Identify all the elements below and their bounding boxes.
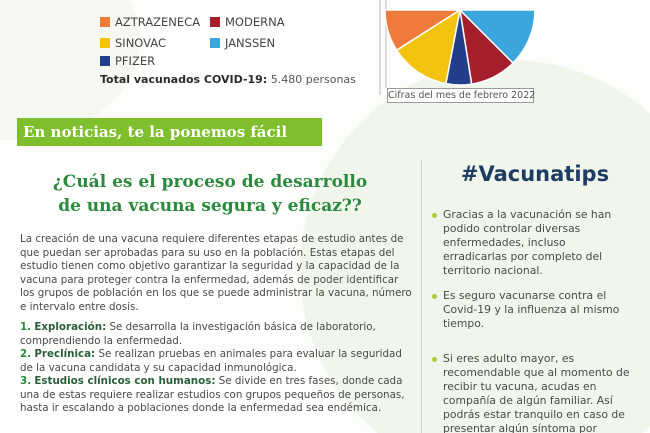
article-body bbox=[20, 233, 412, 416]
article-intro: La creación de una vacuna requiere diferentes etapas de estudio antes de que puedan ser aprobadas para su uso en la población. Estas etapas del estudio tienen como objetivo garantizar la seguridad y la capacidad de la vacuna para proteger contra la enfermedad, además de poder identificar los grupos de población en los que se puede administrar la vacuna, número e intervalo entre dosis. bbox=[20, 233, 412, 313]
step-number: 2. bbox=[20, 348, 32, 360]
step-text: Se desarrolla la investigación básica de laboratorio, comprendiendo la enfermedad. bbox=[20, 321, 376, 347]
tip-item bbox=[432, 352, 632, 433]
step-text: Se realizan pruebas en animales para evaluar la seguridad de la vacuna candidata y su capacidad inmunológica. bbox=[20, 348, 402, 374]
legend-item-sinovac bbox=[100, 36, 166, 50]
bullet-dot-icon bbox=[432, 357, 437, 362]
tips-title: #Vacunatips bbox=[460, 162, 610, 186]
step-term: Exploración: bbox=[34, 321, 107, 333]
legend-swatch bbox=[100, 38, 110, 48]
legend-item-pfizer bbox=[100, 54, 155, 68]
tip-text: Gracias a la vacunación se han podido controlar diversas enfermedades, incluso erradicarlas por completo del territorio nacional. bbox=[443, 208, 612, 277]
article-title-line: ¿Cuál es el proceso de desarrollo bbox=[52, 172, 368, 192]
bullet-dot-icon bbox=[432, 294, 437, 299]
step-text: Se divide en tres fases, donde cada una de estas requiere realizar estudios con grupos pequeños de personas, hasta ir escalando a poblaciones donde la enfermedad sea endémica. bbox=[20, 375, 405, 414]
legend-item-aztrazeneca bbox=[100, 15, 200, 29]
legend-label: MODERNA bbox=[225, 15, 285, 29]
legend-swatch bbox=[210, 17, 220, 27]
legend-swatch bbox=[100, 17, 110, 27]
tip-text: Es seguro vacunarse contra el Covid-19 y la influenza al mismo tiempo. bbox=[443, 289, 620, 330]
legend-item-moderna bbox=[210, 15, 285, 29]
news-banner: En noticias, te la ponemos fácil bbox=[17, 118, 322, 146]
step-term: Estudios clínicos con humanos: bbox=[34, 375, 216, 387]
column-divider bbox=[421, 160, 422, 433]
legend-label: AZTRAZENECA bbox=[115, 15, 201, 29]
step-number: 3. bbox=[20, 375, 32, 387]
article-title bbox=[20, 170, 400, 218]
article-title-line: de una vacuna segura y eficaz?? bbox=[58, 196, 362, 216]
article-step bbox=[20, 348, 412, 375]
total-vaccinated bbox=[100, 73, 356, 86]
tip-item bbox=[432, 289, 632, 331]
legend-label: SINOVAC bbox=[115, 36, 166, 50]
article-step bbox=[20, 321, 412, 348]
chart-caption: Cifras del mes de febrero 2022 bbox=[388, 90, 536, 101]
total-label: Total vacunados COVID-19: bbox=[100, 73, 268, 86]
tip-text: Si eres adulto mayor, es recomendable que al momento de recibir tu vacuna, acudas en compañía de algún familiar. Así podrás estar tranquilo en caso de presentar algún síntoma por bbox=[443, 352, 630, 433]
total-value: 5.480 personas bbox=[270, 73, 356, 86]
article-step bbox=[20, 375, 412, 416]
legend-label: PFIZER bbox=[115, 54, 156, 68]
step-number: 1. bbox=[20, 321, 32, 333]
bullet-dot-icon bbox=[432, 213, 437, 218]
tip-item bbox=[432, 208, 632, 278]
step-term: Preclínica: bbox=[34, 348, 96, 360]
legend-label: JANSSEN bbox=[225, 36, 276, 50]
legend-swatch bbox=[210, 38, 220, 48]
legend-item-janssen bbox=[210, 36, 275, 50]
legend-swatch bbox=[100, 56, 110, 66]
